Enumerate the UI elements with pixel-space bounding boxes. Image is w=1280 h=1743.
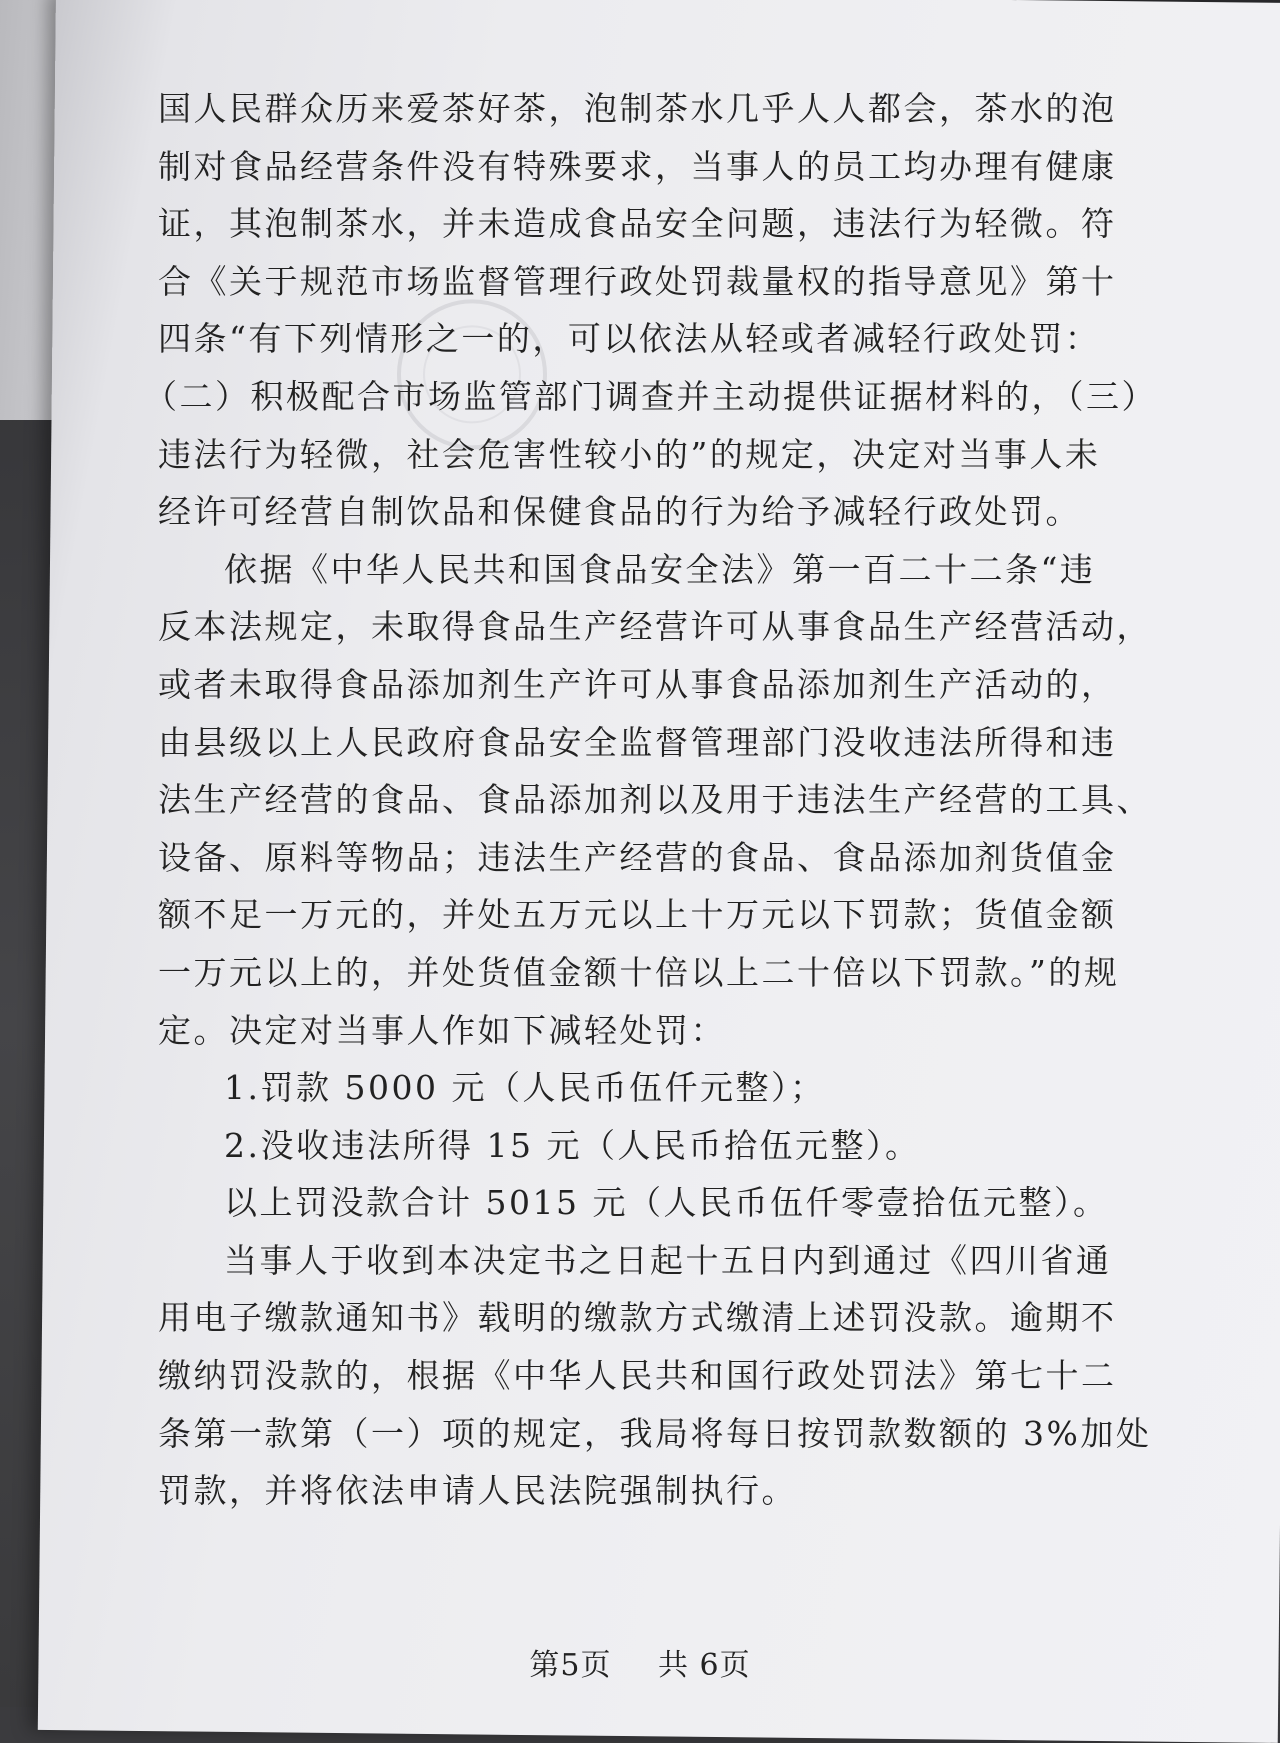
penalty-total — [158, 1174, 1118, 1232]
text-line: 四条“有下列情形之一的，可以依法从轻或者减轻行政处罚： — [158, 319, 1101, 359]
document-body — [144, 80, 1157, 1520]
text-line: 证，其泡制茶水，并未造成食品安全问题，违法行为轻微。符 — [158, 204, 1117, 244]
text-line: 用电子缴款通知书》载明的缴款方式缴清上述罚没款。逾期不 — [158, 1298, 1117, 1338]
page-number-footer — [0, 1640, 1280, 1684]
penalty-item-fine — [158, 1059, 1118, 1117]
text-line: 罚款，并将依法申请人民法院强制执行。 — [158, 1471, 797, 1511]
paragraph-mitigation-reason — [144, 80, 1157, 541]
text-line: 或者未取得食品添加剂生产许可从事食品添加剂生产活动的， — [158, 664, 1117, 704]
text-line: 国人民群众历来爱茶好茶，泡制茶水几乎人人都会，茶水的泡 — [158, 89, 1117, 128]
text-line: 制对食品经营条件没有特殊要求，当事人的员工均办理有健康 — [158, 146, 1117, 186]
paragraph-legal-basis — [158, 541, 1152, 1059]
text-line: 法生产经营的食品、食品添加剂以及用于违法生产经营的工具、 — [158, 780, 1152, 820]
penalty-item-confiscation — [158, 1117, 1118, 1175]
text-line: 由县级以上人民政府食品安全监督管理部门没收违法所得和违 — [158, 722, 1117, 762]
text-line: 1.罚款 5000 元（人民币伍仟元整）； — [224, 1068, 826, 1108]
text-line: 经许可经营自制饮品和保健食品的行为给予减轻行政处罚。 — [158, 492, 1081, 532]
text-line: 条第一款第（一）项的规定，我局将每日按罚款数额的 3%加处 — [158, 1413, 1152, 1453]
text-line: 违法行为轻微，社会危害性较小的”的规定，决定对当事人未 — [158, 434, 1101, 474]
text-line: 2.没收违法所得 15 元（人民币拾伍元整）。 — [224, 1125, 921, 1165]
paragraph-payment-instructions — [158, 1232, 1152, 1520]
text-line: 依据《中华人民共和国食品安全法》第一百二十二条“违 — [224, 549, 1096, 589]
page-total: 共 6页 — [658, 1648, 751, 1683]
text-line: （二）积极配合市场监管部门调查并主动提供证据材料的，（三） — [144, 376, 1157, 416]
text-line: 额不足一万元的，并处五万元以上十万元以下罚款；货值金额 — [158, 895, 1117, 935]
text-line: 一万元以上的，并处货值金额十倍以上二十倍以下罚款。”的规 — [158, 952, 1120, 992]
text-line: 当事人于收到本决定书之日起十五日内到通过《四川省通 — [224, 1240, 1112, 1280]
text-line: 反本法规定，未取得食品生产经营许可从事食品生产经营活动， — [158, 607, 1152, 647]
text-line: 缴纳罚没款的，根据《中华人民共和国行政处罚法》第七十二 — [158, 1356, 1117, 1396]
text-line: 以上罚没款合计 5015 元（人民币伍仟零壹拾伍元整）。 — [224, 1183, 1109, 1223]
text-line: 合《关于规范市场监督管理行政处罚裁量权的指导意见》第十 — [158, 261, 1117, 301]
text-line: 定。决定对当事人作如下减轻处罚： — [158, 1010, 726, 1050]
text-line: 设备、原料等物品；违法生产经营的食品、食品添加剂货值金 — [158, 837, 1117, 877]
page-current: 第5页 — [529, 1648, 612, 1683]
